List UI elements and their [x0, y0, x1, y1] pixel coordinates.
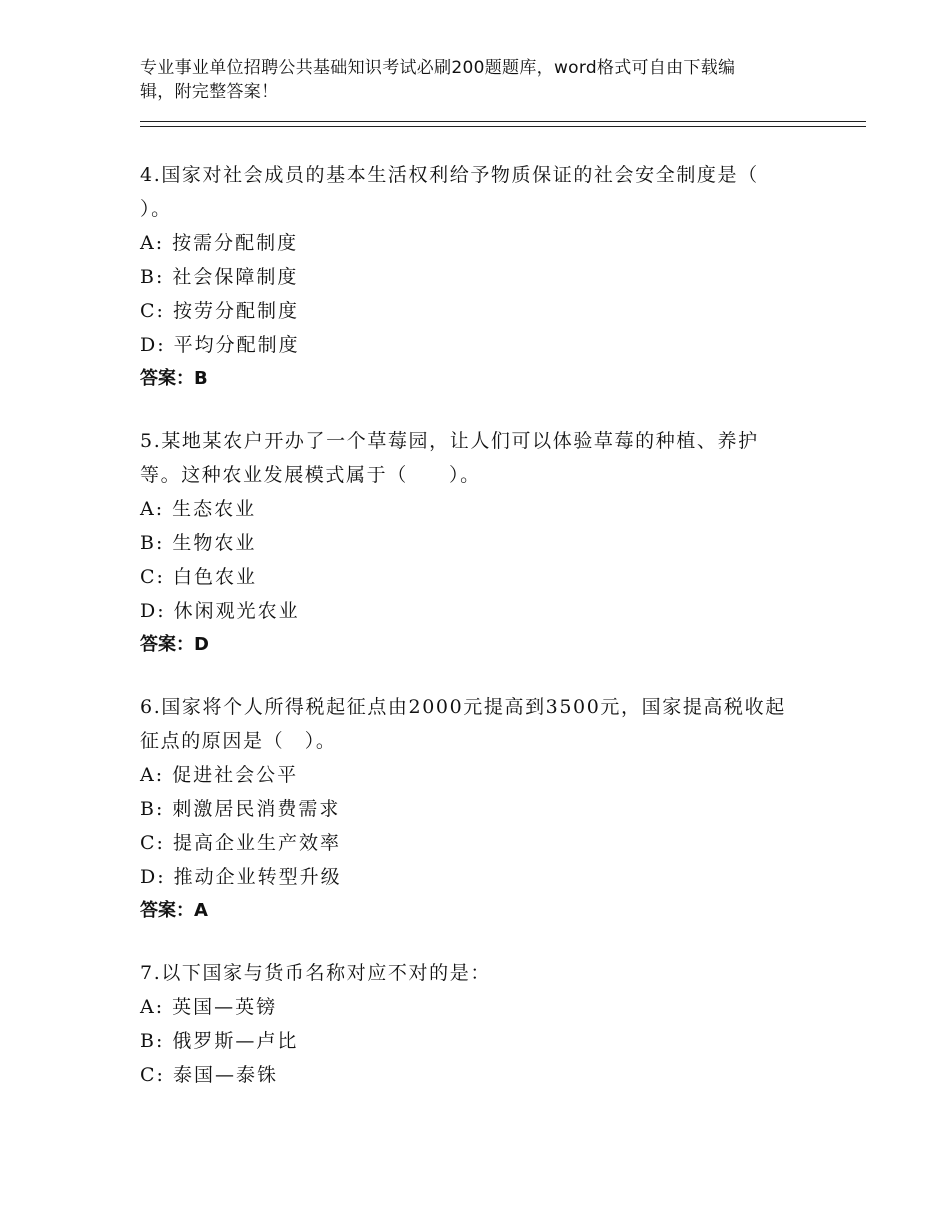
option-c: C: 按劳分配制度: [140, 300, 299, 322]
question-stem-line-2: 等。这种农业发展模式属于（ ）。: [140, 464, 481, 486]
answer-line: 答案：A: [140, 900, 208, 921]
option-a: A: 生态农业: [140, 498, 257, 520]
option-a: A: 英国—英镑: [140, 996, 278, 1018]
question-stem-line-2: ）。: [140, 198, 172, 220]
option-c: C: 白色农业: [140, 566, 257, 588]
question-stem-line-2: 征点的原因是（ ）。: [140, 730, 337, 752]
option-c: C: 泰国—泰铢: [140, 1064, 278, 1086]
question-6: [140, 690, 830, 928]
question-stem-line-1: 4.国家对社会成员的基本生活权利给予物质保证的社会安全制度是（: [140, 164, 759, 186]
answer-line: 答案：B: [140, 368, 208, 389]
option-c: C: 提高企业生产效率: [140, 832, 341, 854]
option-b: B: 刺激居民消费需求: [140, 798, 341, 820]
option-d: D: 推动企业转型升级: [140, 866, 342, 888]
header-double-rule: [140, 121, 866, 127]
question-4: [140, 158, 830, 396]
answer-line: 答案：D: [140, 634, 209, 655]
question-stem-line-1: 5.某地某农户开办了一个草莓园，让人们可以体验草莓的种植、养护: [140, 430, 759, 452]
option-b: B: 生物农业: [140, 532, 257, 554]
option-a: A: 按需分配制度: [140, 232, 299, 254]
option-b: B: 俄罗斯—卢比: [140, 1030, 299, 1052]
option-a: A: 促进社会公平: [140, 764, 299, 786]
document-header: [140, 56, 790, 104]
option-b: B: 社会保障制度: [140, 266, 299, 288]
question-list: [140, 158, 830, 1120]
header-line-1: 专业事业单位招聘公共基础知识考试必刷200题题库，word格式可自由下载编: [140, 58, 736, 78]
option-d: D: 休闲观光农业: [140, 600, 300, 622]
question-stem-line-1: 7.以下国家与货币名称对应不对的是：: [140, 962, 491, 984]
question-stem-line-1: 6.国家将个人所得税起征点由2000元提高到3500元，国家提高税收起: [140, 696, 786, 718]
question-5: [140, 424, 830, 662]
option-d: D: 平均分配制度: [140, 334, 300, 356]
question-7: [140, 956, 830, 1092]
header-line-2: 辑，附完整答案！: [140, 82, 279, 102]
